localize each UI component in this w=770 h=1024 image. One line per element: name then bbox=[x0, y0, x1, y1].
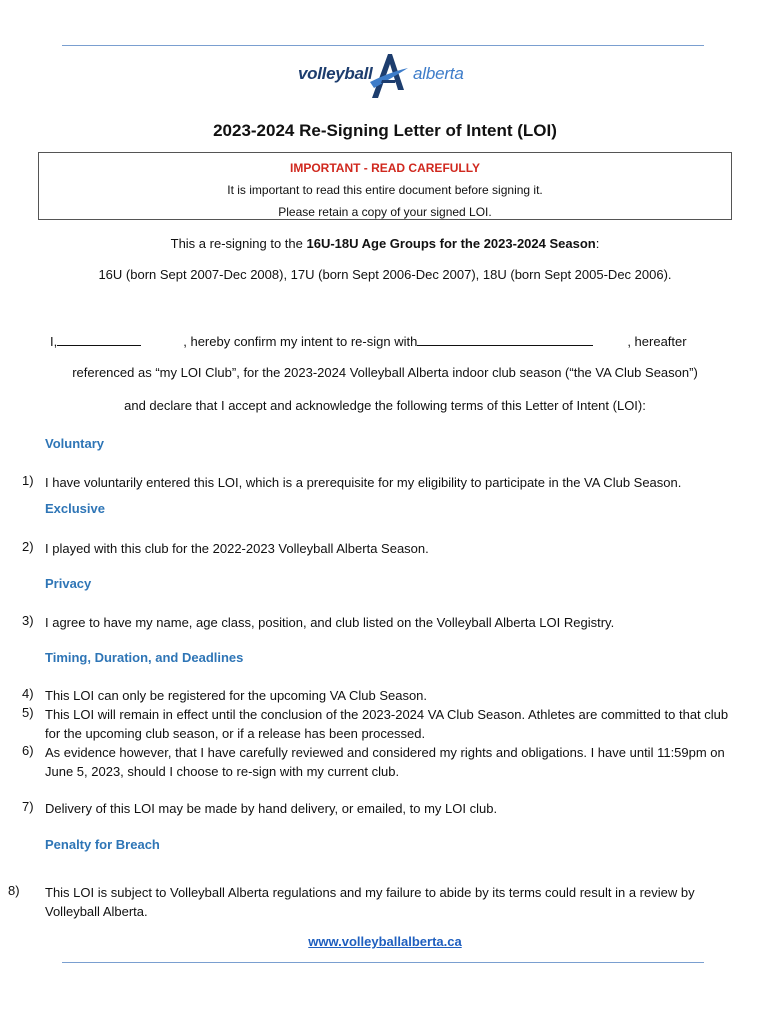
intro-line bbox=[0, 236, 770, 251]
item-text: I agree to have my name, age class, position, and club listed on the Volleyball Alberta LOI Registry. bbox=[45, 615, 615, 630]
item-text: This LOI can only be registered for the upcoming VA Club Season. bbox=[45, 688, 428, 703]
document-title: 2023-2024 Re-Signing Letter of Intent (LOI) bbox=[213, 121, 557, 140]
declaration-line-3: and declare that I accept and acknowledge the following terms of this Letter of Intent (LOI): bbox=[124, 398, 646, 413]
logo-mark-icon bbox=[368, 50, 410, 102]
section-timing: Timing, Duration, and Deadlines bbox=[45, 650, 244, 665]
athlete-name-blank[interactable] bbox=[57, 333, 141, 346]
declaration-confirm: , hereby confirm my intent to re-sign with bbox=[183, 334, 418, 349]
top-divider bbox=[62, 45, 704, 46]
item-number: 6) bbox=[22, 743, 34, 758]
item-number: 2) bbox=[22, 539, 34, 554]
website-link[interactable]: www.volleyballalberta.ca bbox=[308, 934, 462, 949]
item-text: This LOI will remain in effect until the conclusion of the 2023-2024 VA Club Season. Athletes are committed to that club for the upcoming club season, or if a release has been processed. bbox=[45, 707, 729, 741]
logo-word-volleyball: volleyball bbox=[298, 64, 373, 83]
section-voluntary: Voluntary bbox=[45, 436, 104, 451]
item-text: This LOI is subject to Volleyball Alberta regulations and my failure to abide by its terms could result in a review by Volleyball Alberta. bbox=[45, 885, 695, 919]
item-number: 1) bbox=[22, 473, 34, 488]
item-number: 5) bbox=[22, 705, 34, 720]
item-number: 8) bbox=[8, 883, 20, 898]
item-number: 3) bbox=[22, 613, 34, 628]
section-privacy: Privacy bbox=[45, 576, 92, 591]
bottom-divider bbox=[62, 962, 704, 963]
intro-season: 16U-18U Age Groups for the 2023-2024 Season bbox=[306, 236, 596, 251]
notice-heading: IMPORTANT - READ CAREFULLY bbox=[290, 161, 480, 175]
item-number: 7) bbox=[22, 799, 34, 814]
declaration-hereafter: , hereafter bbox=[627, 334, 687, 349]
notice-line-2: Please retain a copy of your signed LOI. bbox=[278, 205, 492, 219]
declaration-line-1 bbox=[50, 333, 687, 349]
item-text: Delivery of this LOI may be made by hand delivery, or emailed, to my LOI club. bbox=[45, 801, 498, 816]
item-text: As evidence however, that I have carefully reviewed and considered my rights and obligations. I have until 11:59pm on June 5, 2023, should I choose to re-sign with my current club. bbox=[45, 745, 725, 779]
section-penalty: Penalty for Breach bbox=[45, 837, 160, 852]
logo-word-alberta: alberta bbox=[413, 64, 464, 83]
notice-line-1: It is important to read this entire document before signing it. bbox=[227, 183, 543, 197]
volleyball-alberta-logo bbox=[290, 50, 480, 102]
item-number: 4) bbox=[22, 686, 34, 701]
section-exclusive: Exclusive bbox=[45, 501, 105, 516]
intro-prefix: This a re-signing to the bbox=[170, 236, 307, 251]
intro-suffix: : bbox=[595, 236, 600, 251]
age-groups-line: 16U (born Sept 2007-Dec 2008), 17U (born Sept 2006-Dec 2007), 18U (born Sept 2005-Dec 2006). bbox=[98, 267, 672, 282]
item-text: I played with this club for the 2022-2023 Volleyball Alberta Season. bbox=[45, 541, 429, 556]
declaration-i: I, bbox=[50, 334, 58, 349]
declaration-line-2: referenced as “my LOI Club”, for the 2023-2024 Volleyball Alberta indoor club season (“the VA Club Season”) bbox=[72, 365, 698, 380]
club-name-blank[interactable] bbox=[417, 333, 593, 346]
important-notice-box bbox=[38, 152, 732, 220]
item-text: I have voluntarily entered this LOI, which is a prerequisite for my eligibility to participate in the VA Club Season. bbox=[45, 475, 682, 490]
